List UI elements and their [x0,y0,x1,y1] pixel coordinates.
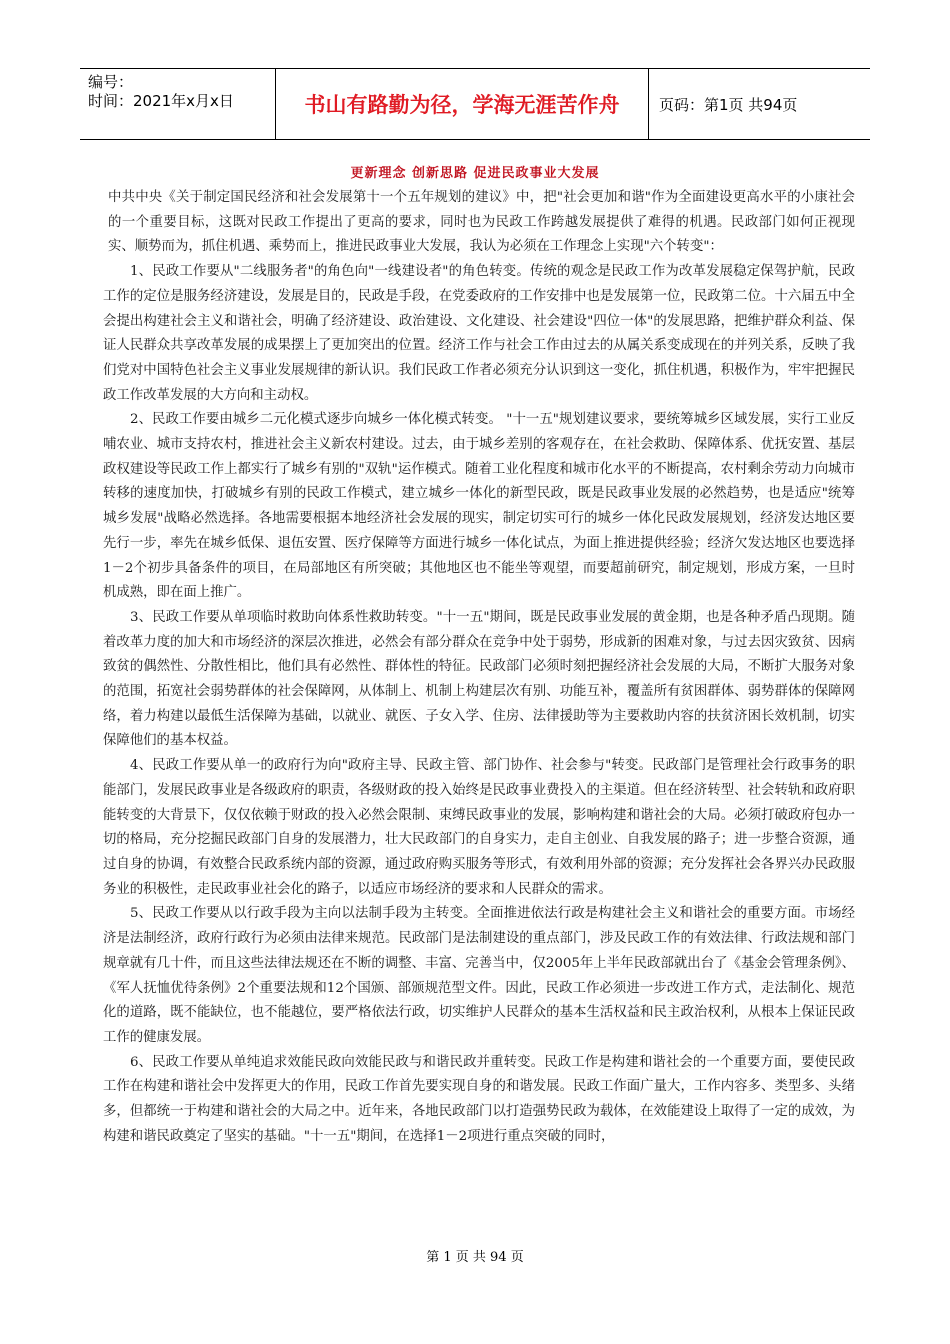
header-page-info: 页码：第1页 共94页 [659,95,798,114]
paragraph-1: 1、民政工作要从"二线服务者"的角色向"一线建设者"的角色转变。传统的观念是民政工作为改革发展稳定保驾护航，民政工作的定位是服务经济建设，发展是目的，民政是手段，在党委政府的工作安排中也是发展第一位，民政第二位。十六届五中全会提出构建社会主义和谐社会，明确了经济建设、政治建设、文化建设、社会建设"四位一体"的发展思路，把维护群众利益、保证人民群众共享改革发展的成果摆上了更加突出的位置。经济工作与社会工作由过去的从属关系变成现在的并列关系，反映了我们党对中国特色社会主义事业发展规律的新认识。我们民政工作者必须充分认识到这一变化，抓住机遇，积极作为，牢牢把握民政工作改革发展的大方向和主动权。 [103,264,855,403]
page-footer: 第 1 页 共 94 页 [426,1250,524,1265]
document-title: 更新理念 创新思路 促进民政事业大发展 [350,166,600,181]
header-table [80,68,870,140]
header-meta [80,69,276,139]
paragraph-4: 4、民政工作要从单一的政府行为向"政府主导、民政主管、部门协作、社会参与"转变。民政部门是管理社会行政事务的职能部门，发展民政事业是各级政府的职责，各级财政的投入始终是民政事业费投入的主渠道。但在经济转型、社会转轨和政府职能转变的大背景下，仅仅依赖于财政的投入必然会限制、束缚民政事业的发展，影响构建和谐社会的大局。必须打破政府包办一切的格局，充分挖掘民政部门自身的发展潜力，壮大民政部门的自身实力，走自主创业、自我发展的路子；进一步整合资源，通过自身的协调，有效整合民政系统内部的资源，通过政府购买服务等形式，有效利用外部的资源；充分发挥社会各界兴办民政服务业的积极性，走民政事业社会化的路子，以适应市场经济的要求和人民群众的需求。 [103,758,855,897]
document-body [103,186,855,1149]
paragraph-2: 2、民政工作要由城乡二元化模式逐步向城乡一体化模式转变。 "十一五"规划建议要求，要统筹城乡区域发展，实行工业反哺农业、城市支持农村，推进社会主义新农村建设。过去，由于城乡差别的客观存在，在社会救助、保障体系、优抚安置、基层政权建设等民政工作上都实行了城乡有别的"双轨"运作模式。随着工业化程度和城市化水平的不断提高，农村剩余劳动力向城市转移的速度加快，打破城乡有别的民政工作模式，建立城乡一体化的新型民政，既是民政事业发展的必然趋势，也是适应"统筹城乡发展"战略必然选择。各地需要根据本地经济社会发展的现实，制定切实可行的城乡一体化民政发展规划，经济发达地区要先行一步，率先在城乡低保、退伍安置、医疗保障等方面进行城乡一体化试点，为面上推进提供经验；经济欠发达地区也要选择1－2个初步具备条件的项目，在局部地区有所突破；其他地区也不能坐等观望，而要超前研究，制定规划，形成方案，一旦时机成熟，即在面上推广。 [103,412,855,601]
header-motto: 书山有路勤为径，学海无涯苦作舟 [276,69,649,139]
number-label: 编号： [88,73,134,91]
paragraph-3: 3、民政工作要从单项临时救助向体系性救助转变。"十一五"期间，既是民政事业发展的黄金期，也是各种矛盾凸现期。随着改革力度的加大和市场经济的深层次推进，必然会有部分群众在竞争中处于弱势，形成新的困难对象，与过去因灾致贫、因病致贫的偶然性、分散性相比，他们具有必然性、群体性的特征。民政部门必须时刻把握经济社会发展的大局，不断扩大服务对象的范围，拓宽社会弱势群体的社会保障网，从体制上、机制上构建层次有别、功能互补，覆盖所有贫困群体、弱势群体的保障网络，着力构建以最低生活保障为基础，以就业、就医、子女入学、住房、法律援助等为主要救助内容的扶贫济困长效机制，切实保障他们的基本权益。 [103,609,855,749]
paragraph-5: 5、民政工作要从以行政手段为主向以法制手段为主转变。全面推进依法行政是构建社会主义和谐社会的重要方面。市场经济是法制经济，政府行政行为必须由法律来规范。民政部门是法制建设的重点部门，涉及民政工作的有效法律、行政法规和部门规章就有几十件，而且这些法律法规还在不断的调整、丰富、完善当中，仅2005年上半年民政部就出台了《基金会管理条例》、《军人抚恤优待条例》2个重要法规和12个国颁、部颁规范型文件。因此，民政工作必须进一步改进工作方式，走法制化、规范化的道路，既不能缺位，也不能越位，要严格依法行政，切实维护人民群众的基本生活权益和民主政治权利，从根本上保证民政工作的健康发展。 [103,906,855,1045]
paragraph-6: 6、民政工作要从单纯追求效能民政向效能民政与和谐民政并重转变。民政工作是构建和谐社会的一个重要方面，要使民政工作在构建和谐社会中发挥更大的作用，民政工作首先要实现自身的和谐发展。民政工作面广量大，工作内容多、类型多、头绪多，但都统一于构建和谐社会的大局之中。近年来，各地民政部门以打造强势民政为载体，在效能建设上取得了一定的成效，为构建和谐民政奠定了坚实的基础。"十一五"期间，在选择1－2项进行重点突破的同时， [103,1054,855,1144]
paragraph-intro: 中共中央《关于制定国民经济和社会发展第十一个五年规划的建议》中，把"社会更加和谐"作为全面建设更高水平的小康社会的一个重要目标，这既对民政工作提出了更高的要求，同时也为民政工作跨越发展提供了难得的机遇。民政部门如何正视现实、顺势而为，抓住机遇、乘势而上，推进民政事业大发展，我认为必须在工作理念上实现"六个转变"： [108,190,855,255]
date-label: 时间：2021年x月x日 [88,92,234,110]
